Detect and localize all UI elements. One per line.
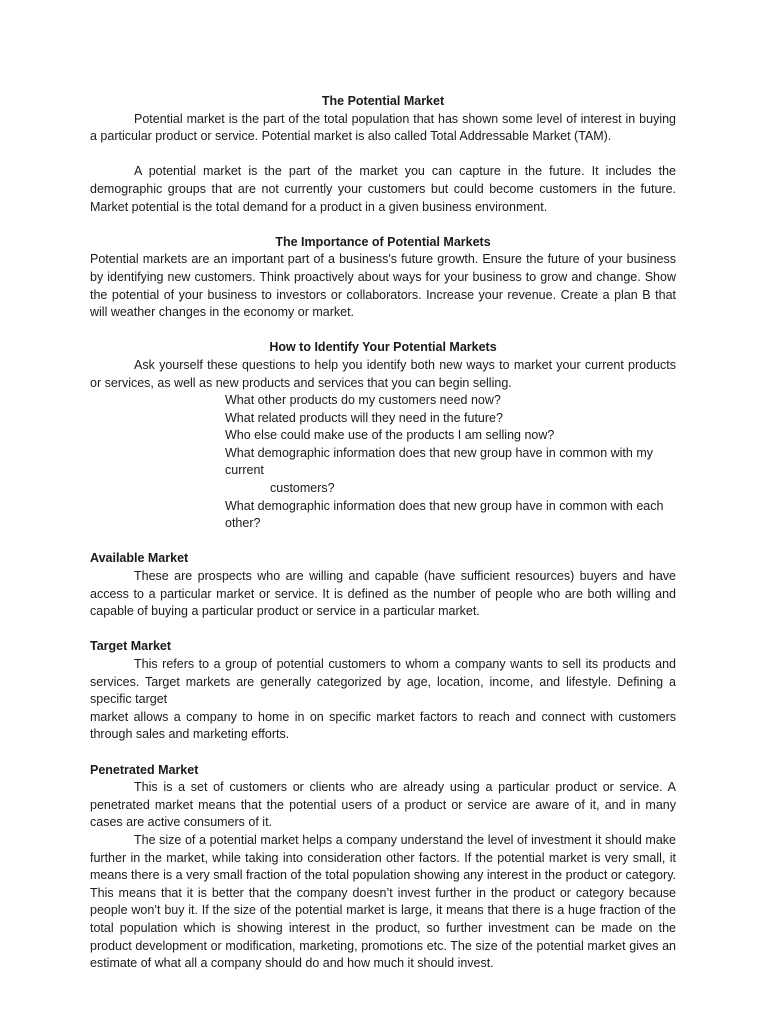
question-text: What demographic information does that new group have in common with my current: [225, 445, 653, 478]
question-item: What demographic information does that new group have in common with each other?: [225, 498, 664, 531]
identify-heading: How to Identify Your Potential Markets: [269, 340, 497, 355]
question-item: Who else could make use of the products I am selling now?: [225, 428, 555, 443]
available-heading: Available Market: [90, 551, 189, 566]
question-item: What other products do my customers need now?: [225, 393, 501, 408]
question-item: What related products will they need in the future?: [225, 410, 503, 425]
document-page: [90, 93, 676, 973]
target-heading: Target Market: [90, 639, 172, 654]
intro-paragraph-1: Potential market is the part of the total population that has shown some level of interest in buying a particular product or service. Potential market is also called Total Addressable Market (TAM).: [90, 111, 676, 144]
question-item: [90, 445, 676, 498]
document-title: The Potential Market: [321, 94, 445, 108]
penetrated-paragraph-2: The size of a potential market helps a company understand the level of investment it should make further in the market, while taking into consideration other factors. If the potential market is very small, it means there is a very small fraction of the total population showing any interest in the product or category. This means that it is better that the company doesn’t invest further in the product or category because people won’t buy it. If the size of the potential market is large, it means that there is a huge fraction of the total population which is showing interest in the product, so further investment can be made on the product development or modification, marketing, promotions etc. The size of the potential market gives an estimate of what all a company should do and how much it should invest.: [90, 832, 676, 971]
question-list: [90, 392, 676, 533]
penetrated-paragraph-1: This is a set of customers or clients who are already using a particular product or service. A penetrated market means that the potential users of a product or service are aware of it, and in many cases are active consumers of it.: [90, 780, 676, 830]
target-paragraph-1: This refers to a group of potential customers to whom a company wants to sell its products and services. Target markets are generally categorized by age, location, income, and lifestyle. Defining a specific target: [90, 657, 676, 707]
penetrated-heading: Penetrated Market: [90, 762, 199, 777]
target-paragraph-2: market allows a company to home in on specific market factors to reach and connect with customers through sales and marketing efforts.: [90, 709, 676, 742]
available-paragraph: These are prospects who are willing and capable (have sufficient resources) buyers and have access to a particular market or service. It is defined as the number of people who are both willing and capable of buying a particular product or service in a particular market.: [90, 569, 676, 619]
identify-paragraph: Ask yourself these questions to help you identify both new ways to market your current products or services, as well as new products and services that you can begin selling.: [90, 357, 676, 390]
question-continuation: customers?: [270, 481, 335, 496]
intro-paragraph-2: A potential market is the part of the market you can capture in the future. It includes the demographic groups that are not currently your customers but could become customers in the future. Market potential is the total demand for a product in a given business environment.: [90, 164, 676, 214]
importance-heading: The Importance of Potential Markets: [275, 234, 491, 249]
importance-paragraph: Potential markets are an important part of a business's future growth. Ensure the future of your business by identifying new customers. Think proactively about ways for your business to grow and change. Show the potential of your business to investors or collaborators. Increase your revenue. Create a plan B that will weather changes in the economy or market.: [90, 252, 676, 320]
